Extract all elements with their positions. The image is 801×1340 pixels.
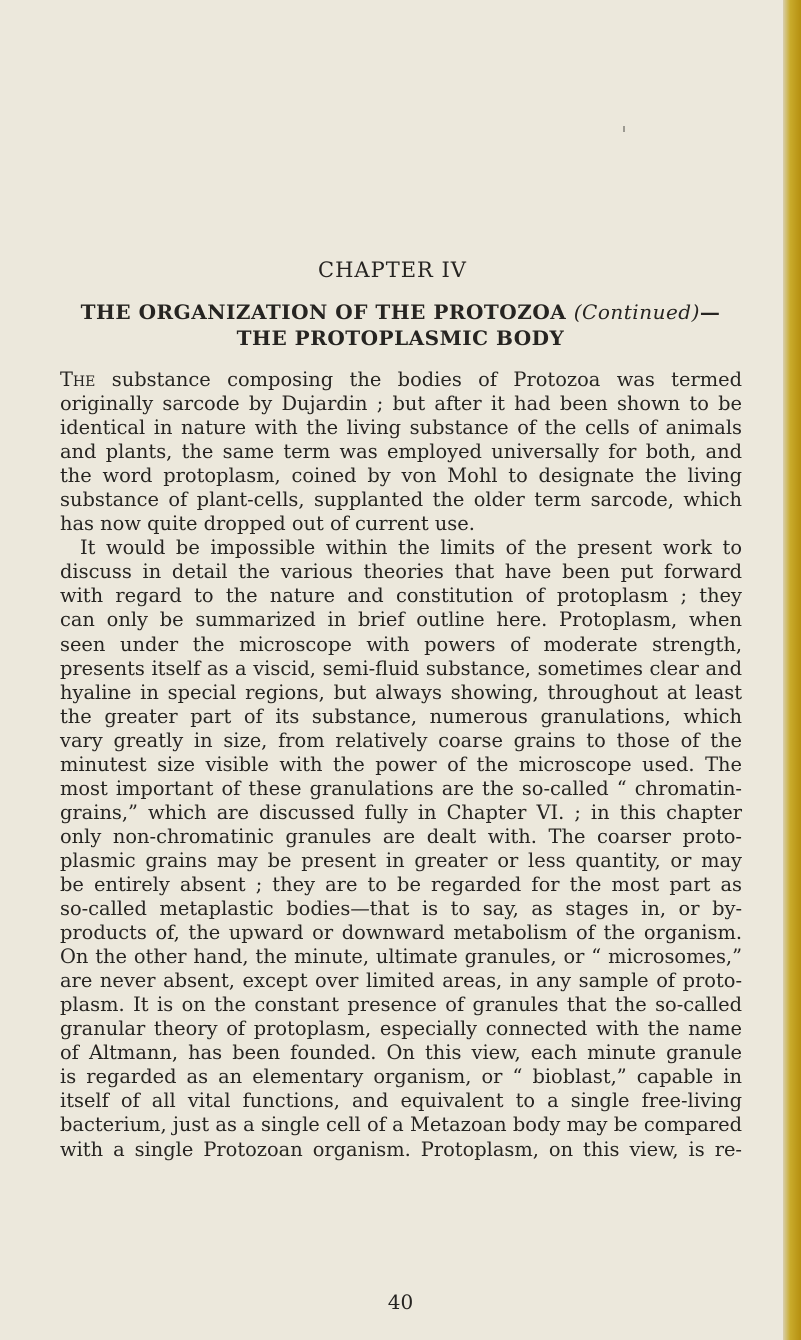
chapter-title-main: THE ORGANIZATION OF THE PROTOZOA bbox=[80, 300, 567, 324]
text-line: has now quite dropped out of current use. bbox=[60, 512, 475, 536]
text-line: plasm. It is on the constant presence of granules that the so-called bbox=[60, 993, 742, 1017]
text-line: originally sarcode by Dujardin ; but after it had been shown to be bbox=[60, 392, 742, 416]
text-line bbox=[60, 368, 742, 392]
page-gilt-edge bbox=[783, 0, 801, 1340]
text-line-rest: substance composing the bodies of Protozoa was termed bbox=[95, 368, 742, 391]
text-line: are never absent, except over limited areas, in any sample of proto- bbox=[60, 969, 742, 993]
text-line: bacterium, just as a single cell of a Metazoan body may be compared bbox=[60, 1113, 742, 1137]
chapter-title-line-2: THE PROTOPLASMIC BODY bbox=[236, 326, 565, 350]
text-line: with a single Protozoan organism. Protoplasm, on this view, is re- bbox=[60, 1137, 742, 1161]
text-line: On the other hand, the minute, ultimate granules, or “ microsomes,” bbox=[60, 945, 742, 969]
text-line: products of, the upward or downward metabolism of the organism. bbox=[60, 921, 742, 945]
body-text bbox=[60, 368, 742, 1162]
text-line: can only be summarized in brief outline here. Protoplasm, when bbox=[60, 608, 742, 632]
text-line: plasmic grains may be present in greater or less quantity, or may bbox=[60, 848, 742, 872]
paragraph-first-word: The bbox=[60, 368, 96, 391]
text-line: hyaline in special regions, but always showing, throughout at least bbox=[60, 680, 742, 704]
text-line: and plants, the same term was employed universally for both, and bbox=[60, 440, 742, 464]
text-line: minutest size visible with the power of the microscope used. The bbox=[60, 752, 742, 776]
text-line: granular theory of protoplasm, especially connected with the name bbox=[60, 1017, 742, 1041]
chapter-title-continued: (Continued) bbox=[573, 300, 700, 324]
text-line: grains,” which are discussed fully in Chapter VI. ; in this chapter bbox=[60, 800, 742, 824]
text-line: substance of plant-cells, supplanted the older term sarcode, which bbox=[60, 488, 742, 512]
text-line: identical in nature with the living substance of the cells of animals bbox=[60, 416, 742, 440]
page-number: 40 bbox=[387, 1290, 414, 1314]
text-line: seen under the microscope with powers of moderate strength, bbox=[60, 632, 742, 656]
text-line: so-called metaplastic bodies—that is to say, as stages in, or by- bbox=[60, 897, 742, 921]
text-line: vary greatly in size, from relatively coarse grains to those of the bbox=[60, 728, 742, 752]
text-line: most important of these granulations are the so-called “ chromatin- bbox=[60, 776, 742, 800]
text-line: only non-chromatinic granules are dealt with. The coarser proto- bbox=[60, 824, 742, 848]
text-line: is regarded as an elementary organism, or “ bioblast,” capable in bbox=[60, 1065, 742, 1089]
text-line: of Altmann, has been founded. On this view, each minute granule bbox=[60, 1041, 742, 1065]
text-line: the greater part of its substance, numerous granulations, which bbox=[60, 704, 742, 728]
text-line: the word protoplasm, coined by von Mohl to designate the living bbox=[60, 464, 742, 488]
text-line: be entirely absent ; they are to be regarded for the most part as bbox=[60, 872, 742, 896]
paper-speck bbox=[623, 126, 625, 132]
chapter-title-dash: — bbox=[699, 300, 721, 324]
chapter-title-line-1 bbox=[0, 300, 801, 324]
text-line: presents itself as a viscid, semi-fluid substance, sometimes clear and bbox=[60, 656, 742, 680]
chapter-heading: CHAPTER IV bbox=[318, 258, 467, 282]
text-line: with regard to the nature and constitution of protoplasm ; they bbox=[60, 584, 742, 608]
text-line: itself of all vital functions, and equivalent to a single free-living bbox=[60, 1089, 742, 1113]
text-line: It would be impossible within the limits of the present work to bbox=[80, 536, 742, 560]
text-line: discuss in detail the various theories that have been put forward bbox=[60, 560, 742, 584]
